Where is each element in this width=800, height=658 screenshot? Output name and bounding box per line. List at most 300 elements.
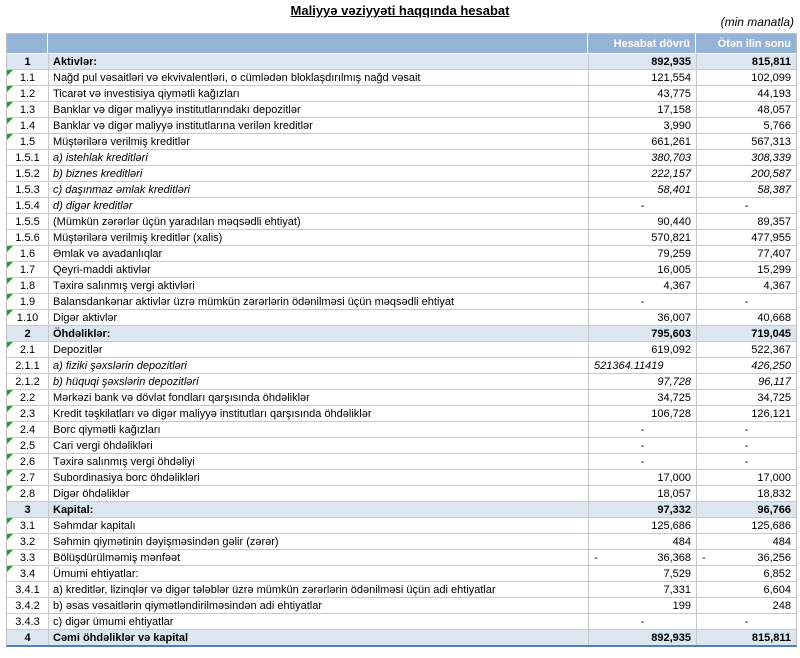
row-label: Kapital: xyxy=(53,503,94,516)
cell-value: - xyxy=(744,615,749,628)
row-number-cell xyxy=(7,278,48,293)
row-number-cell xyxy=(7,342,48,357)
row-number: 1.2 xyxy=(19,87,36,100)
table-row xyxy=(7,245,796,261)
cell-value: 34,725 xyxy=(657,391,691,404)
table-row xyxy=(7,101,796,117)
table-row xyxy=(7,293,796,309)
value-cell-current xyxy=(588,150,696,165)
column-header-previous-year: Ötən ilin sonu xyxy=(717,37,791,50)
cell-value: 567,313 xyxy=(751,135,791,148)
table-row xyxy=(7,389,796,405)
value-cell-previous xyxy=(696,470,796,485)
cell-value: 96,766 xyxy=(757,503,791,516)
row-label: Banklar və digər maliyyə institutlarındakı depozitlər xyxy=(53,103,301,116)
value-cell-previous xyxy=(696,278,796,293)
cell-value: 121,554 xyxy=(651,71,691,84)
table-row xyxy=(7,133,796,149)
value-cell-current xyxy=(588,550,696,565)
cell-value: 58,401 xyxy=(657,183,691,196)
value-cell-current xyxy=(588,262,696,277)
cell-value: 521364.11419 xyxy=(594,359,664,372)
cell-value: 7,331 xyxy=(663,583,691,596)
row-number: 1.9 xyxy=(19,295,36,308)
row-number-cell xyxy=(7,406,48,421)
row-number: 3.2 xyxy=(19,535,36,548)
row-number-cell xyxy=(7,118,48,133)
row-label: Əmlak və avadanlıqlar xyxy=(53,247,163,260)
row-label: Balansdankənar aktivlər üzrə mümkün zərərlərin ödənilməsi üçün məqsədli ehtiyat xyxy=(53,295,455,308)
row-label-cell xyxy=(48,54,588,69)
page-title: Maliyyə vəziyyəti haqqında hesabat xyxy=(290,3,510,18)
row-label-cell xyxy=(48,230,588,245)
cell-value: 125,686 xyxy=(751,519,791,532)
cell-value: 426,250 xyxy=(751,359,791,372)
cell-value: - xyxy=(640,455,645,468)
row-number: 2.8 xyxy=(19,487,36,500)
cell-value: 6,604 xyxy=(763,583,791,596)
row-number: 2.6 xyxy=(19,455,36,468)
table-row xyxy=(7,213,796,229)
row-label-cell xyxy=(48,486,588,501)
cell-value: 48,057 xyxy=(757,103,791,116)
row-label-cell xyxy=(48,534,588,549)
value-cell-previous xyxy=(696,342,796,357)
row-number-cell xyxy=(7,438,48,453)
value-cell-previous xyxy=(696,150,796,165)
table-row xyxy=(7,485,796,501)
value-cell-previous xyxy=(696,102,796,117)
row-label: d) digər kreditlər xyxy=(53,199,133,212)
row-label-cell xyxy=(48,422,588,437)
value-cell-current xyxy=(588,374,696,389)
row-label-cell xyxy=(48,566,588,581)
row-label: (Mümkün zərərlər üçün yaradılan məqsədli ehtiyat) xyxy=(53,215,301,228)
value-cell-previous xyxy=(696,614,796,629)
value-cell-current xyxy=(588,518,696,533)
row-number-cell xyxy=(7,86,48,101)
row-label-cell xyxy=(48,118,588,133)
row-number-cell xyxy=(7,166,48,181)
row-number-cell xyxy=(7,262,48,277)
table-row xyxy=(7,501,796,517)
table-row xyxy=(7,341,796,357)
row-label-cell xyxy=(48,454,588,469)
value-cell-current xyxy=(588,502,696,517)
table-row xyxy=(7,229,796,245)
cell-value: 892,935 xyxy=(651,631,691,644)
header-label-cell xyxy=(48,34,588,53)
value-cell-current xyxy=(588,598,696,613)
row-label-cell xyxy=(48,86,588,101)
row-label-cell xyxy=(48,342,588,357)
row-label: Öhdəliklər: xyxy=(53,327,111,340)
cell-value: - xyxy=(640,423,645,436)
cell-value: - xyxy=(744,423,749,436)
row-number: 3.4 xyxy=(19,567,36,580)
value-cell-previous xyxy=(696,374,796,389)
row-number-cell xyxy=(7,502,48,517)
minus-sign: - xyxy=(702,551,706,564)
value-cell-previous xyxy=(696,182,796,197)
table-row xyxy=(7,277,796,293)
row-number: 1.10 xyxy=(16,311,39,324)
table-row xyxy=(7,597,796,613)
value-cell-current xyxy=(588,534,696,549)
value-cell-current xyxy=(588,278,696,293)
row-number-cell xyxy=(7,550,48,565)
cell-value: 522,367 xyxy=(751,343,791,356)
value-cell-current xyxy=(588,118,696,133)
cell-value: 815,811 xyxy=(751,631,791,644)
cell-value: 126,121 xyxy=(751,407,791,420)
cell-value: - xyxy=(640,295,645,308)
row-label-cell xyxy=(48,150,588,165)
row-number-cell xyxy=(7,134,48,149)
value-cell-previous xyxy=(696,438,796,453)
row-number-cell xyxy=(7,294,48,309)
cell-value: 4,367 xyxy=(663,279,691,292)
value-cell-current xyxy=(588,310,696,325)
row-number-cell xyxy=(7,198,48,213)
row-number: 2.1.2 xyxy=(15,375,40,388)
value-cell-previous xyxy=(696,134,796,149)
table-row xyxy=(7,181,796,197)
table-row xyxy=(7,309,796,325)
row-number-cell xyxy=(7,326,48,341)
cell-value: - xyxy=(640,199,645,212)
cell-value: 40,668 xyxy=(757,311,791,324)
row-label: b) hüquqi şəxslərin depozitləri xyxy=(53,375,199,388)
row-label: Cari vergi öhdəlikləri xyxy=(53,439,153,452)
row-label: a) istehlak kreditləri xyxy=(53,151,148,164)
row-label-cell xyxy=(48,598,588,613)
report-table-body xyxy=(7,53,796,645)
cell-value: 380,703 xyxy=(651,151,691,164)
value-cell-current xyxy=(588,422,696,437)
row-number: 1 xyxy=(24,55,31,68)
cell-value: 102,099 xyxy=(751,71,791,84)
row-number: 2.4 xyxy=(19,423,36,436)
row-label: Təxirə salınmış vergi aktivləri xyxy=(53,279,195,292)
row-number-cell xyxy=(7,454,48,469)
cell-value: 44,193 xyxy=(757,87,791,100)
row-label-cell xyxy=(48,406,588,421)
row-label-cell xyxy=(48,390,588,405)
cell-value: - xyxy=(744,439,749,452)
value-cell-current xyxy=(588,54,696,69)
value-cell-current xyxy=(588,614,696,629)
value-cell-previous xyxy=(696,566,796,581)
row-number-cell xyxy=(7,598,48,613)
value-cell-previous xyxy=(696,390,796,405)
table-row xyxy=(7,325,796,341)
cell-value: 16,005 xyxy=(657,263,691,276)
value-cell-previous xyxy=(696,246,796,261)
table-row xyxy=(7,421,796,437)
row-label: b) biznes kreditləri xyxy=(53,167,143,180)
row-number-cell xyxy=(7,390,48,405)
table-row xyxy=(7,629,796,645)
value-cell-current xyxy=(588,198,696,213)
value-cell-previous xyxy=(696,550,796,565)
value-cell-current xyxy=(588,230,696,245)
table-row xyxy=(7,533,796,549)
row-label: Müştərilərə verilmiş kreditlər (xalis) xyxy=(53,231,223,244)
row-number: 3 xyxy=(24,503,31,516)
value-cell-current xyxy=(588,86,696,101)
row-number: 1.1 xyxy=(19,71,36,84)
row-label: Ticarət və investisiya qiymətli kağızları xyxy=(53,87,240,100)
table-row xyxy=(7,517,796,533)
cell-value: 89,357 xyxy=(757,215,791,228)
cell-value: 15,299 xyxy=(757,263,791,276)
row-label-cell xyxy=(48,518,588,533)
row-number-cell xyxy=(7,358,48,373)
unit-note: (min manatla) xyxy=(720,15,794,29)
row-number: 1.7 xyxy=(19,263,36,276)
value-cell-current xyxy=(588,566,696,581)
row-label: Aktivlər: xyxy=(53,55,98,68)
row-number-cell xyxy=(7,54,48,69)
cell-value: 106,728 xyxy=(651,407,691,420)
row-number-cell xyxy=(7,422,48,437)
value-cell-current xyxy=(588,294,696,309)
row-label: Müştərilərə verilmiş kreditlər xyxy=(53,135,190,148)
value-cell-previous xyxy=(696,630,796,645)
value-cell-current xyxy=(588,406,696,421)
table-row xyxy=(7,85,796,101)
value-cell-current xyxy=(588,214,696,229)
value-cell-current xyxy=(588,70,696,85)
row-label-cell xyxy=(48,358,588,373)
value-cell-previous xyxy=(696,534,796,549)
value-cell-current xyxy=(588,390,696,405)
cell-value: 619,092 xyxy=(651,343,691,356)
row-label: Digər öhdəliklər xyxy=(53,487,130,500)
row-number: 1.5.6 xyxy=(15,231,40,244)
value-cell-current xyxy=(588,454,696,469)
row-label-cell xyxy=(48,310,588,325)
value-cell-current xyxy=(588,438,696,453)
row-number: 1.5.4 xyxy=(15,199,40,212)
row-label-cell xyxy=(48,470,588,485)
row-number: 1.5 xyxy=(19,135,36,148)
cell-value: - xyxy=(744,455,749,468)
value-cell-previous xyxy=(696,262,796,277)
value-cell-current xyxy=(588,630,696,645)
cell-value: 125,686 xyxy=(651,519,691,532)
row-number: 3.1 xyxy=(19,519,36,532)
value-cell-current xyxy=(588,166,696,181)
row-number: 3.4.2 xyxy=(15,599,40,612)
row-number: 2.1.1 xyxy=(15,359,40,372)
value-cell-current xyxy=(588,182,696,197)
row-number: 1.5.5 xyxy=(15,215,40,228)
row-label: Nağd pul vəsaitləri və ekvivalentləri, o cümlədən bloklaşdırılmış nağd vəsait xyxy=(53,71,421,84)
row-number: 1.5.1 xyxy=(15,151,40,164)
row-label-cell xyxy=(48,262,588,277)
row-label: Borc qiymətli kağızları xyxy=(53,423,161,436)
row-number: 3.3 xyxy=(19,551,36,564)
cell-value: 248 xyxy=(772,599,791,612)
value-cell-previous xyxy=(696,294,796,309)
cell-value: 7,529 xyxy=(663,567,691,580)
cell-value: 477,955 xyxy=(751,231,791,244)
row-label-cell xyxy=(48,502,588,517)
row-number-cell xyxy=(7,374,48,389)
table-row xyxy=(7,469,796,485)
cell-value: - xyxy=(744,199,749,212)
row-label: Ümumi ehtiyatlar: xyxy=(53,567,139,580)
table-row xyxy=(7,357,796,373)
row-number-cell xyxy=(7,182,48,197)
cell-value: 18,832 xyxy=(757,487,791,500)
cell-value: 79,259 xyxy=(657,247,691,260)
cell-value: - xyxy=(640,439,645,452)
cell-value: 90,440 xyxy=(657,215,691,228)
row-number-cell xyxy=(7,566,48,581)
row-number-cell xyxy=(7,630,48,645)
row-number: 4 xyxy=(24,631,31,644)
value-cell-previous xyxy=(696,86,796,101)
cell-value: 36,368 xyxy=(657,551,691,564)
value-cell-current xyxy=(588,134,696,149)
column-header-current-period: Hesabat dövrü xyxy=(588,34,696,53)
row-label-cell xyxy=(48,166,588,181)
row-number: 1.5.3 xyxy=(15,183,40,196)
row-label: Cəmi öhdəliklər və kapital xyxy=(53,631,189,644)
row-number: 2.5 xyxy=(19,439,36,452)
row-number-cell xyxy=(7,534,48,549)
value-cell-current xyxy=(588,358,696,373)
cell-value: 3,990 xyxy=(663,119,691,132)
row-number: 2.3 xyxy=(19,407,36,420)
value-cell-previous xyxy=(696,486,796,501)
row-label-cell xyxy=(48,246,588,261)
value-cell-previous xyxy=(696,358,796,373)
row-label-cell xyxy=(48,630,588,645)
row-label: Qeyri-maddi aktivlər xyxy=(53,263,151,276)
value-cell-current xyxy=(588,342,696,357)
table-row xyxy=(7,261,796,277)
table-row xyxy=(7,581,796,597)
row-number-cell xyxy=(7,518,48,533)
row-number-cell xyxy=(7,310,48,325)
value-cell-previous xyxy=(696,70,796,85)
row-number: 2.2 xyxy=(19,391,36,404)
row-number-cell xyxy=(7,246,48,261)
cell-value: 200,587 xyxy=(751,167,791,180)
table-row xyxy=(7,69,796,85)
value-cell-previous xyxy=(696,118,796,133)
row-number-cell xyxy=(7,582,48,597)
table-row xyxy=(7,117,796,133)
row-label: Bölüşdürülməmiş mənfəət xyxy=(53,551,181,564)
cell-value: 58,387 xyxy=(757,183,791,196)
cell-value: 77,407 xyxy=(757,247,791,260)
row-label-cell xyxy=(48,182,588,197)
value-cell-previous xyxy=(696,582,796,597)
minus-sign: - xyxy=(594,551,598,564)
value-cell-previous xyxy=(696,214,796,229)
value-cell-current xyxy=(588,582,696,597)
row-label: Səhmdar kapitalı xyxy=(53,519,136,532)
cell-value: 4,367 xyxy=(763,279,791,292)
row-number-cell xyxy=(7,230,48,245)
cell-value: 43,775 xyxy=(657,87,691,100)
row-number-cell xyxy=(7,102,48,117)
value-cell-previous xyxy=(696,310,796,325)
row-number: 3.4.3 xyxy=(15,615,40,628)
header-number-cell xyxy=(7,34,48,53)
financial-statement-table xyxy=(6,33,797,647)
row-number: 1.6 xyxy=(19,247,36,260)
row-number: 1.4 xyxy=(19,119,36,132)
row-label: Təxirə salınmış vergi öhdəliyi xyxy=(53,455,195,468)
cell-value: 17,000 xyxy=(757,471,791,484)
table-row xyxy=(7,613,796,629)
cell-value: 18,057 xyxy=(657,487,691,500)
value-cell-previous xyxy=(696,454,796,469)
row-number: 2.7 xyxy=(19,471,36,484)
cell-value: 34,725 xyxy=(757,391,791,404)
table-row xyxy=(7,373,796,389)
row-label: a) kreditlər, lizinqlər və digər tələblər üzrə mümkün zərərlərin ödənilməsi üçün adi ehtiyatlar xyxy=(53,583,496,596)
cell-value: 308,339 xyxy=(751,151,791,164)
cell-value: - xyxy=(640,615,645,628)
row-number-cell xyxy=(7,150,48,165)
row-label-cell xyxy=(48,374,588,389)
cell-value: 661,261 xyxy=(651,135,691,148)
value-cell-current xyxy=(588,246,696,261)
table-header-row xyxy=(7,34,796,53)
row-label-cell xyxy=(48,134,588,149)
row-number: 1.5.2 xyxy=(15,167,40,180)
cell-value: 892,935 xyxy=(651,55,691,68)
row-label: Səhmin qiymətinin dəyişməsindən gəlir (zərər) xyxy=(53,535,279,548)
cell-value: 815,811 xyxy=(751,55,791,68)
row-label-cell xyxy=(48,326,588,341)
value-cell-previous xyxy=(696,518,796,533)
row-label-cell xyxy=(48,550,588,565)
table-row xyxy=(7,165,796,181)
table-row xyxy=(7,565,796,581)
value-cell-previous xyxy=(696,166,796,181)
value-cell-previous xyxy=(696,230,796,245)
value-cell-previous xyxy=(696,198,796,213)
row-label-cell xyxy=(48,294,588,309)
cell-value: 17,000 xyxy=(657,471,691,484)
row-label-cell xyxy=(48,102,588,117)
cell-value: 484 xyxy=(772,535,791,548)
cell-value: 5,766 xyxy=(763,119,791,132)
cell-value: - xyxy=(744,295,749,308)
table-row xyxy=(7,549,796,565)
cell-value: 36,256 xyxy=(757,551,791,564)
row-label: Banklar və digər maliyyə institutlarına verilən kreditlər xyxy=(53,119,313,132)
table-row xyxy=(7,197,796,213)
row-label-cell xyxy=(48,278,588,293)
value-cell-previous xyxy=(696,598,796,613)
table-row xyxy=(7,453,796,469)
value-cell-current xyxy=(588,102,696,117)
row-number-cell xyxy=(7,70,48,85)
cell-value: 6,852 xyxy=(763,567,791,580)
row-number: 2 xyxy=(24,327,31,340)
cell-value: 97,728 xyxy=(657,375,691,388)
cell-value: 719,045 xyxy=(751,327,791,340)
